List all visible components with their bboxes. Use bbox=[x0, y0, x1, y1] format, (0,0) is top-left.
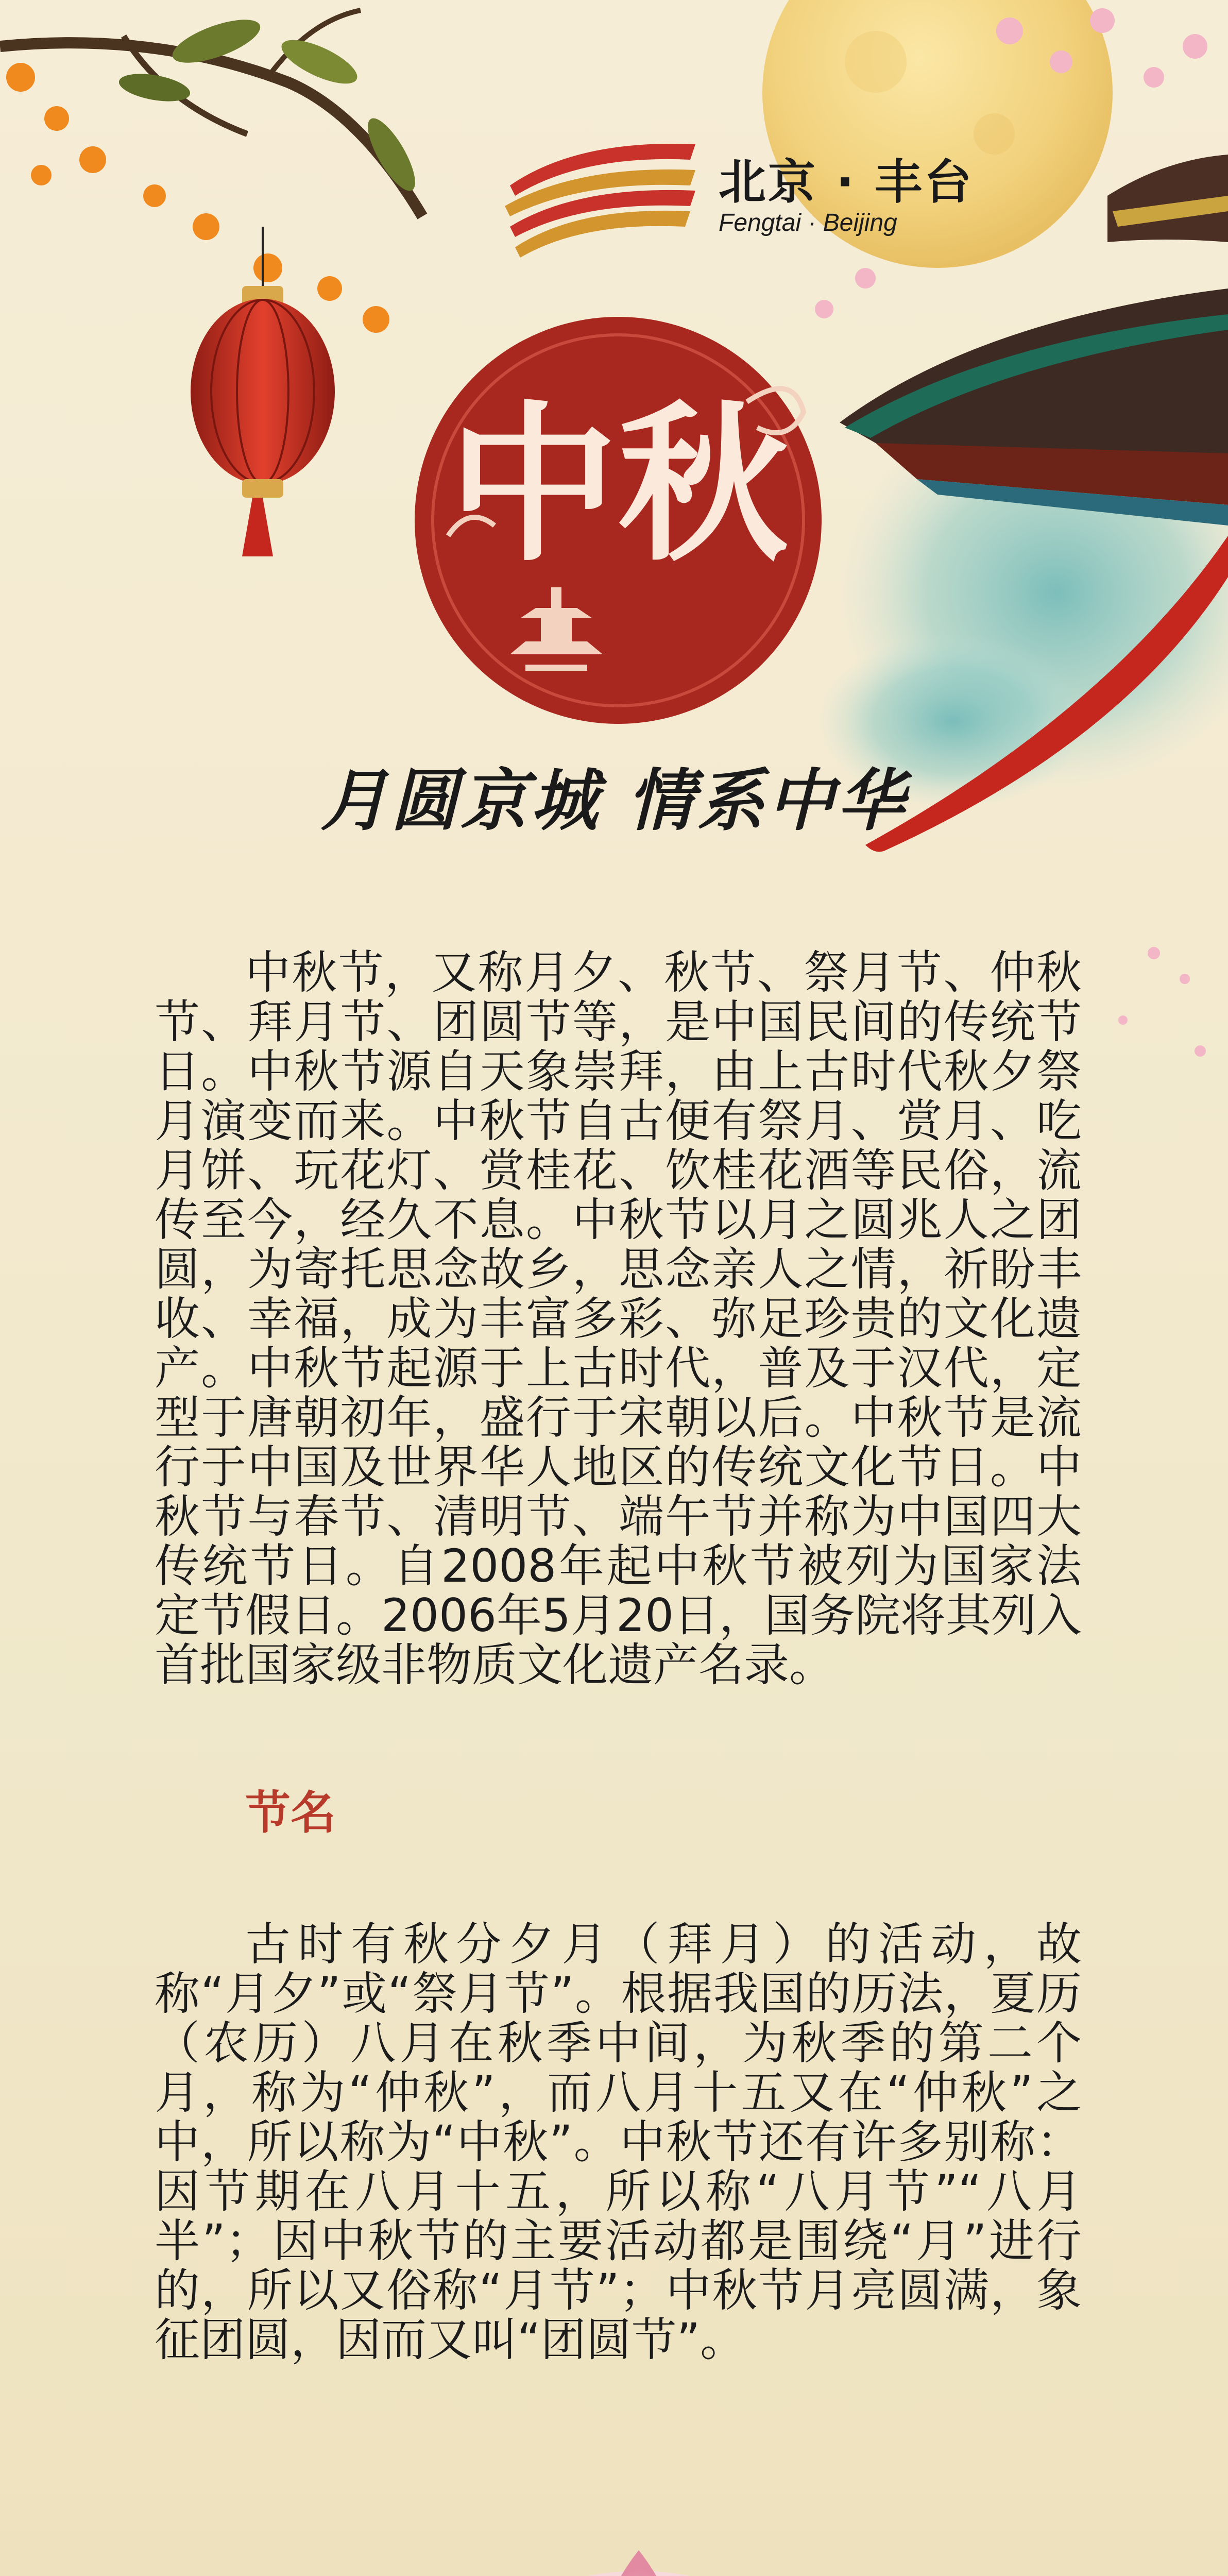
lotus-flower bbox=[422, 2550, 855, 2576]
osmanthus-branch bbox=[0, 10, 424, 333]
section-heading: 节名 bbox=[245, 1786, 336, 1839]
main-text bbox=[155, 948, 1082, 2365]
slogan: 月圆京城 情系中华 bbox=[320, 761, 908, 840]
lantern bbox=[191, 227, 335, 556]
fengtai-logo-icon bbox=[505, 144, 695, 258]
emblem-title: 中秋 bbox=[448, 384, 788, 584]
section-paragraph: 古时有秋分夕月（拜月）的活动，故称“月夕”或“祭月节”。根据我国的历法，夏历（农历）八月在秋季中间，为秋季的第二个月，称为“仲秋”，而八月十五又在“仲秋”之中，所以称为“中秋”。中秋节还有许多别称：因节期在八月十五，所以称“八月节”“八月半”；因中秋节的主要活动都是围绕“月”进行的，所以又俗称“月节”；中秋节月亮圆满，象征团圆，因而又叫“团圆节”。 bbox=[155, 1918, 1082, 2366]
intro-paragraph: 中秋节，又称月夕、秋节、祭月节、仲秋节、拜月节、团圆节等，是中国民间的传统节日。中秋节源自天象崇拜，由上古时代秋夕祭月演变而来。中秋节自古便有祭月、赏月、吃月饼、玩花灯、赏桂花、饮桂花酒等民俗，流传至今，经久不息。中秋节以月之圆兆人之团圆，为寄托思念故乡，思念亲人之情，祈盼丰收、幸福，成为丰富多彩、弥足珍贵的文化遗产。中秋节起源于上古时代，普及于汉代，定型于唐朝初年，盛行于宋朝以后。中秋节是流行于中国及世界华人地区的传统文化节日。中秋节与春节、清明节、端午节并称为中国四大传统节日。自2008年起中秋节被列为国家法定节假日。2006年5月20日，国务院将其列入首批国家级非物质文化遗产名录。 bbox=[155, 946, 1082, 1691]
logo-title-cn: 北京 · 丰台 bbox=[719, 155, 974, 210]
logo-title-en: Fengtai · Beijing bbox=[719, 209, 897, 236]
